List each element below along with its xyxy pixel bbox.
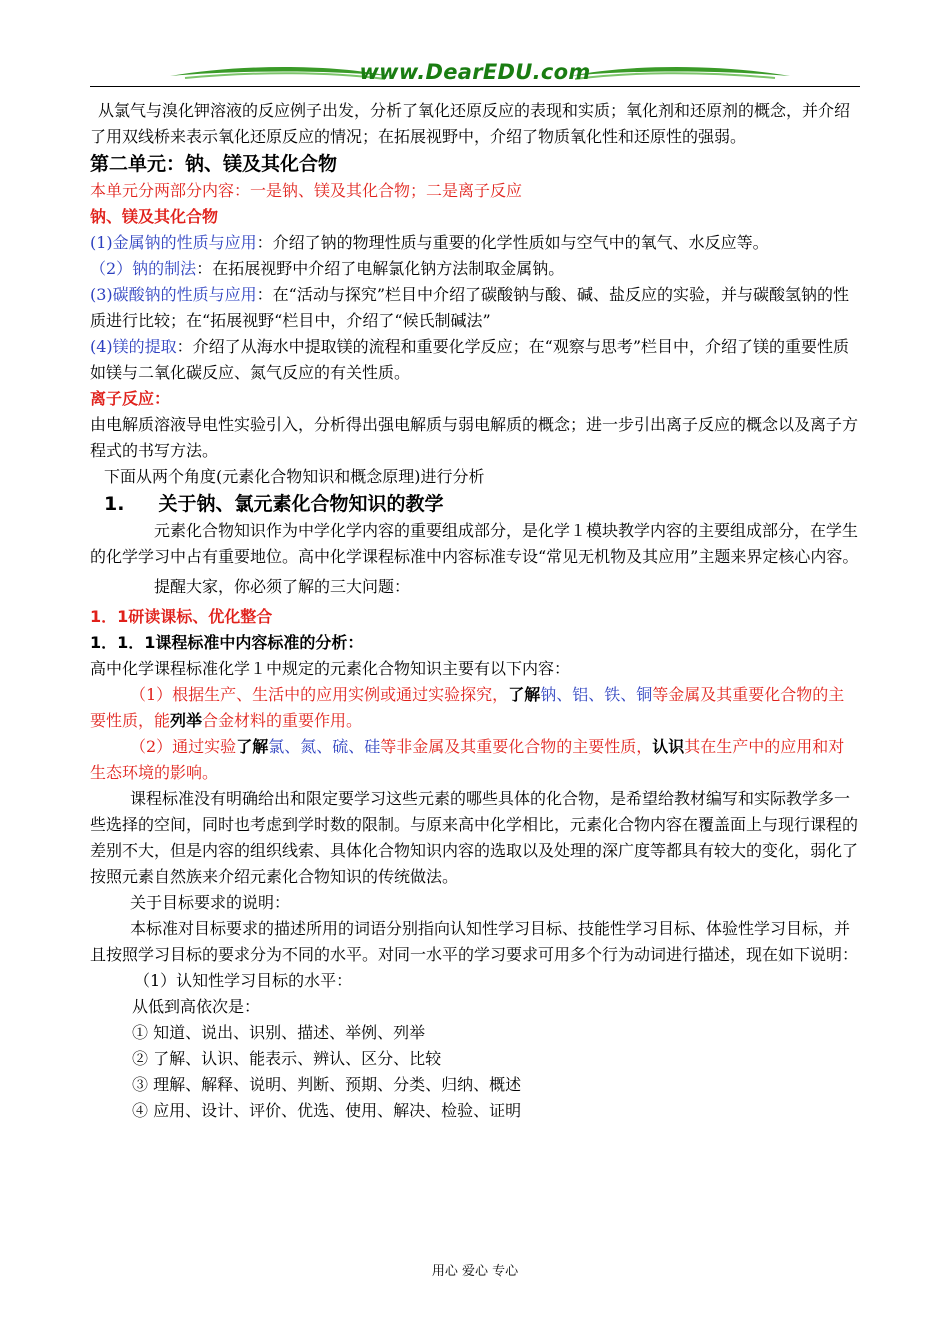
section1-title: 关于钠、氯元素化合物知识的教学 [158,493,444,515]
section1-paragraph-3: 高中化学课程标准化学１中规定的元素化合物知识主要有以下内容： [90,659,571,678]
analysis-intro: 下面从两个角度(元素化合物知识和概念原理)进行分析 [104,467,485,486]
standard-item-1 [90,682,860,734]
section1-paragraph-7: （1）认知性学习目标的水平： [134,971,353,990]
std2-part-d: 等非金属及其重要化合物的主要性质， [380,737,653,756]
unit2-summary: 本单元分两部分内容：一是钠、镁及其化合物；二是离子反应 [90,181,523,200]
item-2-label: （2）钠的制法 [90,259,197,278]
section1-paragraph-2: 提醒大家，你必须了解的三大问题： [154,577,411,596]
unit2-item-3 [90,282,860,334]
level-item-4: ④ 应用、设计、评价、优选、使用、解决、检验、证明 [132,1101,522,1120]
section1-paragraph-4: 课程标准没有明确给出和限定要学习这些元素的哪些具体的化合物，是希望给教材编写和实际教学多一些选择的空间，同时也考虑到学时数的限制。与原来高中化学相比，元素化合物内容在覆盖面上与现行课程的差别不大，但是内容的组织线索、具体化合物知识内容的选取以及处理的深广度等都具有较大的变化，弱化了按照元素自然族来介绍元素化合物知识的传统做法。 [90,789,859,886]
std2-elements: 氯、氮、硫、硅 [268,737,381,756]
header-rule [90,86,860,87]
std2-part-a: （2）通过实验 [130,737,237,756]
std2-keyword-understand: 了解 [236,737,269,756]
item-2-text: ：在拓展视野中介绍了电解氯化钠方法制取金属钠。 [196,259,565,278]
unit2-subheading-sodium-magnesium: 钠、镁及其化合物 [90,207,219,226]
std2-part-f: 其在生产中的应用和对生态环境的影响。 [90,737,845,782]
standard-item-2 [90,734,860,786]
item-1-label: (1)金属钠的性质与应用 [90,233,257,252]
level-item-1: ① 知道、说出、识别、描述、举例、列举 [132,1023,426,1042]
ion-reaction-paragraph: 由电解质溶液导电性实验引入，分析得出强电解质与弱电解质的概念；进一步引出离子反应的概念以及离子方程式的书写方法。 [90,415,859,460]
item-1-text: ：介绍了钠的物理性质与重要的化学性质如与空气中的氧气、水反应等。 [256,233,769,252]
unit2-subheading-ion-reaction: 离子反应： [90,389,171,408]
unit2-item-1 [90,230,860,256]
section1-paragraph-1: 元素化合物知识作为中学化学内容的重要组成部分，是化学１模块教学内容的主要组成部分，在学生的化学学习中占有重要地位。高中化学课程标准中内容标准专设“常见无机物及其应用”主题来界定核心内容。 [90,521,859,566]
page-footer: 用心 爱心 专心 [431,1264,519,1279]
unit2-item-4 [90,334,860,386]
level-item-2: ② 了解、认识、能表示、辨认、区分、比较 [132,1049,442,1068]
section1-paragraph-6: 本标准对目标要求的描述所用的词语分别指向认知性学习目标、技能性学习目标、体验性学习目标，并且按照学习目标的要求分为不同的水平。对同一水平的学习要求可用多个行为动词进行描述，现在如下说明： [90,919,859,964]
document-body [90,98,860,1124]
level-item-3: ③ 理解、解释、说明、判断、预期、分类、归纳、概述 [132,1075,522,1094]
unit2-title: 第二单元：钠、镁及其化合物 [90,153,338,175]
std1-part-d: 等金属及其重要化合物的主要性质，能 [90,685,845,730]
item-4-text: ：介绍了从海水中提取镁的流程和重要化学反应；在“观察与思考”栏目中，介绍了镁的重要性质如镁与二氧化碳反应、氮气反应的有关性质。 [90,337,850,382]
unit2-item-2 [90,256,860,282]
std1-keyword-list: 列举 [170,711,203,730]
section1-heading [90,490,860,518]
intro-paragraph: 从氯气与溴化钾溶液的反应例子出发，分析了氧化还原反应的表现和实质；氧化剂和还原剂的概念，并介绍了用双线桥来表示氧化还原反应的情况；在拓展视野中，介绍了物质氧化性和还原性的强弱。 [90,101,851,146]
section1-paragraph-8: 从低到高依次是： [132,997,261,1016]
section1-paragraph-5: 关于目标要求的说明： [130,893,291,912]
std2-keyword-recognize: 认识 [652,737,685,756]
std1-part-f: 合金材料的重要作用。 [202,711,363,730]
item-3-label: (3)碳酸钠的性质与应用 [90,285,257,304]
section1-1-heading: 1．1研读课标、优化整合 [90,607,273,626]
section1-number: 1. [104,493,125,515]
item-4-label: (4)镁的提取 [90,337,177,356]
item-3-text: ：在“活动与探究”栏目中介绍了碳酸钠与酸、碱、盐反应的实验，并与碳酸氢钠的性质进行比较；在“拓展视野“栏目中，介绍了“候氏制碱法” [90,285,850,330]
std1-keyword-understand: 了解 [508,685,541,704]
std1-elements: 钠、铝、铁、铜 [540,685,653,704]
section1-1-1-heading: 1．1．1课程标准中内容标准的分析： [90,633,364,652]
header-site-name: www.DearEDU.com [359,60,591,84]
std1-part-a: （1）根据生产、生活中的应用实例或通过实验探究， [130,685,509,704]
